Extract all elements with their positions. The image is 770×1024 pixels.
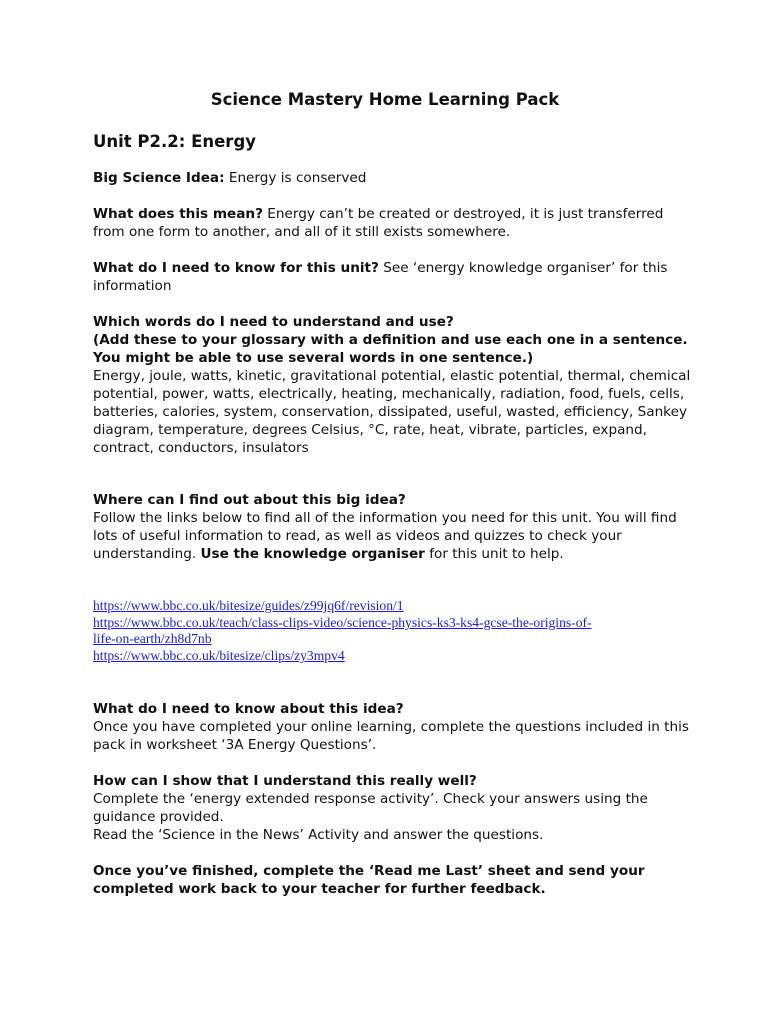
need-to-know-text: See ‘energy knowledge organiser’ for this information [93, 260, 668, 294]
words-instruction-2: You might be able to use several words in one sentence.) [93, 350, 534, 366]
know-idea-section [93, 700, 693, 754]
words-instruction-1: (Add these to your glossary with a definition and use each one in a sentence. [93, 332, 688, 348]
find-out-section [93, 491, 693, 563]
big-idea-paragraph [93, 169, 693, 187]
words-section [93, 313, 693, 457]
find-out-paragraph [93, 509, 693, 563]
final-instruction: Once you’ve finished, complete the ‘Read me Last’ sheet and send your completed work back to your teacher for further feedback. [93, 863, 645, 897]
link-bitesize-guide[interactable]: https://www.bbc.co.uk/bitesize/guides/z99jq6f/revision/1 [93, 598, 404, 613]
find-out-tail: for this unit to help. [424, 546, 564, 562]
show-understand-line-1: Complete the ‘energy extended response activity’. Check your answers using the guidance provided. [93, 791, 648, 825]
know-idea-text: Once you have completed your online learning, complete the questions included in this pack in worksheet ‘3A Energy Questions’. [93, 719, 689, 753]
need-to-know-paragraph [93, 259, 693, 295]
link-bitesize-clips[interactable]: https://www.bbc.co.uk/bitesize/clips/zy3mpv4 [93, 648, 345, 664]
words-list: Energy, joule, watts, kinetic, gravitational potential, elastic potential, thermal, chemical potential, power, watts, electrically, heating, mechanically, radiation, food, fuels, cells, batteries, calories, system, conservation, dissipated, useful, wasted, efficiency, Sankey diagram, temperature, degrees Celsius, °C, rate, heat, vibrate, particles, expand, contract, conductors, insulators [93, 368, 691, 456]
need-to-know-label: What do I need to know for this unit? [93, 260, 379, 276]
page-title: Science Mastery Home Learning Pack [210, 90, 560, 109]
link-line-2: life-on-earth/zh8d7nb [93, 631, 212, 647]
show-understand-section [93, 772, 693, 844]
meaning-label: What does this mean? [93, 206, 263, 222]
words-heading: Which words do I need to understand and use? [93, 314, 454, 330]
find-out-bold: Use the knowledge organiser [200, 546, 425, 562]
find-out-text: Follow the links below to find all of the information you need for this unit. You will find lots of useful information to read, as well as videos and quizzes to check your understanding. [93, 510, 677, 562]
show-understand-heading: How can I show that I understand this really well? [93, 773, 477, 789]
big-idea-text: Energy is conserved [224, 170, 367, 186]
meaning-text: Energy can’t be created or destroyed, it is just transferred from one form to another, and all of it still exists somewhere. [93, 206, 664, 240]
link-teach-class-clips[interactable] [93, 615, 693, 648]
find-out-heading: Where can I find out about this big idea? [93, 492, 406, 508]
show-understand-line-2: Read the ‘Science in the News’ Activity and answer the questions. [93, 827, 544, 843]
know-idea-heading: What do I need to know about this idea? [93, 701, 404, 717]
unit-heading: Unit P2.2: Energy [93, 132, 257, 151]
meaning-paragraph [93, 205, 693, 241]
link-line-1: https://www.bbc.co.uk/teach/class-clips-video/science-physics-ks3-ks4-gcse-the-origins-of- [93, 614, 592, 630]
big-idea-label: Big Science Idea: [93, 170, 225, 186]
links-list [93, 598, 693, 665]
